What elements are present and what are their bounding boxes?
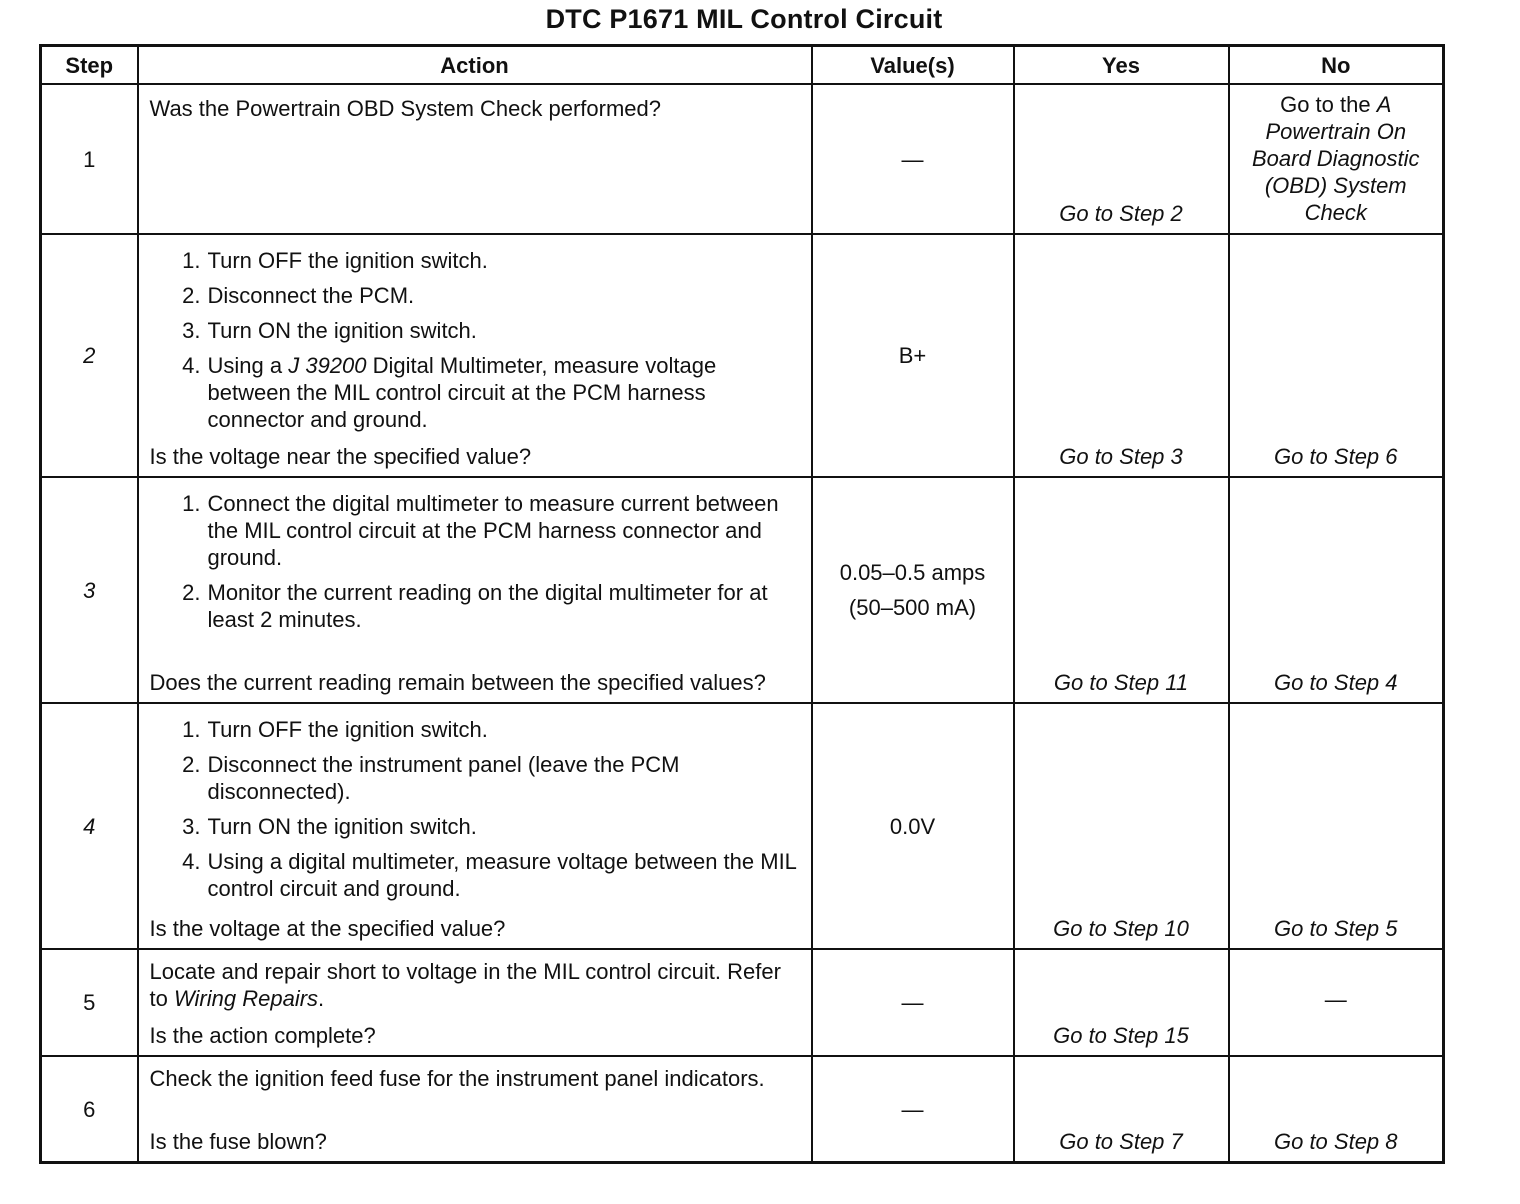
action-text: Locate and repair short to voltage in the MIL control circuit. Refer to Wiring Repairs. [149,959,781,1011]
value-cell: B+ [812,234,1014,477]
action-cell [138,477,812,703]
no-prefix: Go to the [1280,92,1377,117]
list-item: 3. Turn ON the ignition switch. [182,814,477,839]
value-cell: 0.0V [812,703,1014,949]
action-list [150,716,797,910]
no-italic-ref: A Powertrain On Board Diagnostic (OBD) System Check [1251,92,1420,225]
header-values: Value(s) [812,46,1014,85]
yes-cell: Go to Step 11 [1014,477,1229,703]
header-action: Action [138,46,812,85]
table-row-step-2 [41,234,1444,477]
tool-reference: J 39200 [288,353,367,378]
value-cell [812,477,1014,703]
value-cell: — [812,1056,1014,1163]
question-text: Is the fuse blown? [149,1129,327,1154]
list-item: 1. Connect the digital multimeter to measure current between the MIL control circuit at the PCM harness connector and ground. [182,491,779,570]
action-cell [138,1056,812,1163]
question-text: Is the voltage near the specified value? [149,444,532,469]
table-row-step-6 [41,1056,1444,1163]
step-number: 2 [41,234,138,477]
table-row-step-4 [41,703,1444,949]
list-item: 2. Disconnect the instrument panel (leave the PCM disconnected). [182,752,680,804]
yes-cell: Go to Step 3 [1014,234,1229,477]
diagnostic-table [39,44,1445,1164]
list-item: 3. Turn ON the ignition switch. [182,318,477,343]
wiring-repairs-reference: Wiring Repairs [173,986,319,1011]
action-cell [138,949,812,1056]
step-number: 5 [41,949,138,1056]
yes-cell: Go to Step 2 [1014,84,1229,234]
step-number: 6 [41,1056,138,1163]
value-cell: — [812,84,1014,234]
list-item: 2. Monitor the current reading on the digital multimeter for at least 2 minutes. [182,580,768,632]
header-yes: Yes [1014,46,1229,85]
action-cell [138,703,812,949]
list-item: 4. Using a J 39200 Digital Multimeter, measure voltage between the MIL control circuit at the PCM harness connector and ground. [182,353,717,432]
table-row-step-1 [41,84,1444,234]
no-cell: Go to Step 4 [1229,477,1444,703]
header-row [41,46,1444,85]
step-number: 1 [41,84,138,234]
step-number: 3 [41,477,138,703]
list-item: 1. Turn OFF the ignition switch. [182,717,488,742]
header-no: No [1229,46,1444,85]
table-row-step-3 [41,477,1444,703]
yes-cell: Go to Step 10 [1014,703,1229,949]
question-text: Is the voltage at the specified value? [149,916,506,941]
yes-cell: Go to Step 7 [1014,1056,1229,1163]
action-text: Was the Powertrain OBD System Check performed? [149,96,661,121]
no-cell: Go to Step 5 [1229,703,1444,949]
page-title: DTC P1671 MIL Control Circuit [545,4,943,34]
table-row-step-5 [41,949,1444,1056]
no-cell: Go to Step 6 [1229,234,1444,477]
no-cell: Go to Step 8 [1229,1056,1444,1163]
value-line-milliamps: (50–500 mA) [848,595,977,620]
action-list [150,247,797,441]
action-text: Check the ignition feed fuse for the instrument panel indicators. [149,1066,765,1091]
value-cell: — [812,949,1014,1056]
yes-cell: Go to Step 15 [1014,949,1229,1056]
value-line-amps: 0.05–0.5 amps [839,560,986,585]
action-cell [138,84,812,234]
no-cell: — [1229,949,1444,1056]
no-cell [1229,84,1444,234]
action-list [150,490,797,641]
header-step: Step [41,46,138,85]
list-item: 4. Using a digital multimeter, measure voltage between the MIL control circuit and ground. [182,849,797,901]
question-text: Does the current reading remain between the specified values? [149,670,766,695]
step-number: 4 [41,703,138,949]
action-cell [138,234,812,477]
question-text: Is the action complete? [149,1023,376,1048]
list-item: 1. Turn OFF the ignition switch. [182,248,488,273]
list-item: 2. Disconnect the PCM. [182,283,415,308]
